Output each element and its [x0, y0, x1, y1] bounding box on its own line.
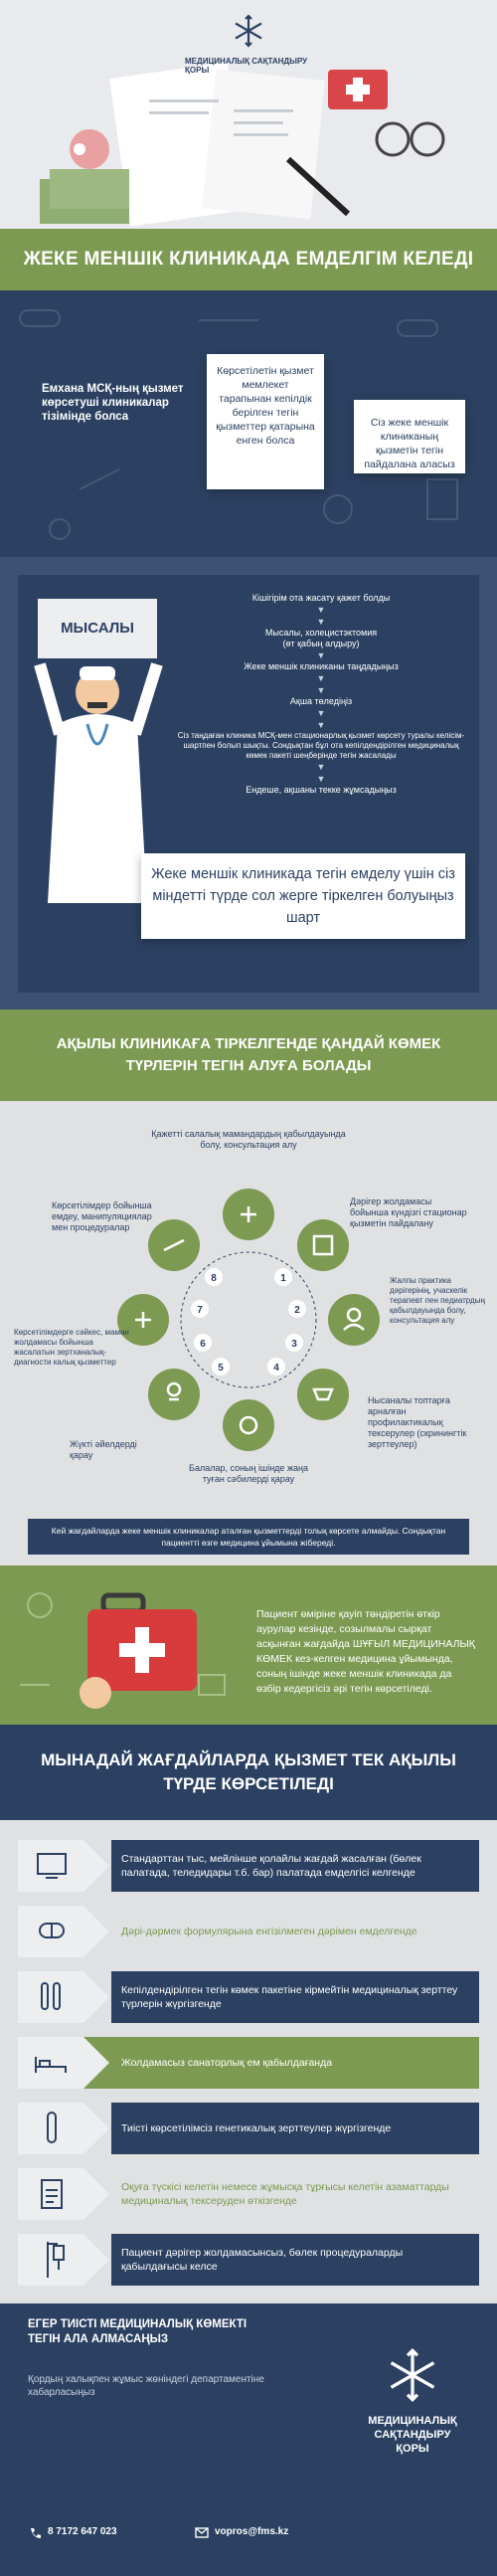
- header-logo: [185, 14, 312, 78]
- fund-logo-icon: [385, 2347, 440, 2403]
- footer-logo: [358, 2347, 467, 2456]
- example-step: Кішігірім ота жасату қажет болды: [251, 593, 391, 603]
- free-services-circle-section: [0, 1101, 497, 1565]
- intro-section: [0, 290, 497, 557]
- paid-clinic-title: АҚЫЛЫ КЛИНИКАҒА ТІРКЕЛГЕНДЕ ҚАНДАЙ КӨМЕК ТҮРЛЕРІН ТЕГІН АЛУҒА БОЛАДЫ: [56, 1035, 441, 1074]
- list-item-text: Кепілдендірілген тегін көмек пакетіне кірмейтін медициналық зерттеу түрлерін жүргізгенде: [111, 1971, 479, 2023]
- svg-text:7: 7: [197, 1305, 203, 1316]
- list-item: [18, 1971, 479, 2023]
- svg-text:6: 6: [200, 1339, 206, 1350]
- intro-condition: Емхана МСҚ-ның қызмет көрсетуші клиникалар тізімінде болса: [42, 383, 184, 423]
- footer-logo-text: МЕДИЦИНАЛЫҚ САҚТАНДЫРУ ҚОРЫ: [368, 2415, 457, 2455]
- example-step: Мысалы, холецистэктомия (өт қабың алдыру): [264, 628, 378, 648]
- list-item: [18, 2168, 479, 2220]
- service-label-1: Дәрігер жолдамасы бойынша күндізгі стационар қызметін пайдалану: [350, 1196, 467, 1228]
- list-item-text: Стандарттан тыс, мейлінше қолайлы жағдай жасалған (бөлек палатада, теледидары т.б. бар) палатада емделгісі келгенде: [111, 1840, 479, 1892]
- arrow-down-icon: ▼ ▼: [316, 673, 326, 695]
- list-item-text: Оқуға түскісі келетін немесе жұмысқа тұрғысы келетін азаматтарды медициналық тексеруден өткізгенде: [121, 2181, 449, 2207]
- list-item-text: Тиісті көрсетілімсіз генетикалық зерттеулер жүргізгенде: [111, 2103, 479, 2154]
- pill-icon: [18, 1906, 83, 1957]
- list-item: [18, 1840, 479, 1892]
- arrow-down-icon: ▼ ▼: [316, 708, 326, 730]
- example-section: [0, 557, 497, 1010]
- list-item: [18, 2234, 479, 2286]
- footer-phone: 8 7172 647 023: [48, 2526, 117, 2537]
- list-item-text: Пациент дәрігер жолдамасынсыз, бөлек процедураларды қабылдағысы келсе: [111, 2234, 479, 2286]
- service-label-7: Көрсетілімдер бойынша емдеу, манипуляциялар мен процедуралар: [52, 1200, 152, 1232]
- arrow-down-icon: ▼ ▼: [316, 605, 326, 627]
- example-flow: [177, 593, 465, 796]
- clipboard-icon: [18, 2168, 83, 2220]
- example-step: Сіз таңдаған клиника МСҚ-мен стационарлық қызмет көрсету туралы келісім-шартпен болып шықты. Сондықтан бұл ота кепілдендірілген медициналық көмек пакеті шеңберінде тегін жасалады: [177, 731, 465, 760]
- svg-text:2: 2: [294, 1305, 300, 1316]
- svg-text:3: 3: [291, 1339, 297, 1350]
- emergency-section: [0, 1565, 497, 1725]
- svg-text:1: 1: [280, 1273, 286, 1284]
- header-section: [0, 0, 497, 229]
- arrow-down-icon: ▼: [316, 650, 326, 660]
- list-item-text: Жолдамасыз санаторлық ем қабылдағанда: [111, 2037, 479, 2089]
- svg-text:4: 4: [273, 1363, 279, 1374]
- arrow-down-icon: ▼ ▼: [316, 762, 326, 784]
- list-item: [18, 1906, 479, 1957]
- iv-drip-icon: [18, 2234, 83, 2286]
- example-step: Ақша төледіңіз: [289, 696, 353, 706]
- test-tube-icon: [18, 2103, 83, 2154]
- main-title-section: [0, 229, 497, 290]
- example-step: Жеке меншік клиниканы таңдадыңыз: [244, 661, 399, 671]
- svg-text:5: 5: [218, 1363, 224, 1374]
- service-label-8: Қажетті салалық мамандардың қабылдауында болу, консультация алу: [151, 1129, 346, 1150]
- paid-only-title-section: [0, 1725, 497, 1820]
- svg-text:8: 8: [211, 1273, 217, 1284]
- intro-card-result: Сіз жеке меншік клиниканың қызметін тегін пайдалана аласыз: [354, 400, 465, 473]
- service-label-4: Балалар, соның ішінде жаңа туған сәбилерді қарау: [189, 1463, 308, 1484]
- example-sign: МЫСАЛЫ: [38, 599, 157, 658]
- fund-logo-icon: [232, 14, 265, 48]
- emergency-text: Пациент өміріне қауіп төндіретін өткір аурулар кезінде, созылмалы сырқат асқынған жағдайда ШҰҒЫЛ МЕДИЦИНАЛЫҚ КӨМЕК кез-келген медицина ұйымында, соның ішінде жеке меншік клиникада да өзбір кедергісіз әрі тегін көрсетіледі.: [256, 1608, 475, 1695]
- test-tubes-icon: [18, 1971, 83, 2023]
- list-item: [18, 2103, 479, 2154]
- paid-clinic-title-section: [0, 1010, 497, 1101]
- example-step: Ендеше, ақшаны текке жұмсадыңыз: [246, 785, 397, 795]
- service-label-3: Нысаналы топтарға арналған профилактикалық тексерулер (скринингтік зерттеулер): [368, 1395, 467, 1449]
- paid-only-list-section: [0, 1820, 497, 2303]
- tv-icon: [18, 1840, 83, 1892]
- services-note: Кей жағдайларда жеке меншік клиникалар аталған қызметтерді толық көрсете алмайды. Сондықтан пациентті өзге медицина ұйымына жібереді.: [28, 1519, 469, 1555]
- example-callout: Жеке меншік клиникада тегін емделу үшін сіз міндетті түрде сол жерге тіркелген болуыңыз шарт: [141, 853, 465, 939]
- service-label-2: Жалпы практика дәрігерінің, учаскелік терапевт пен педиатрдың қабылдауында болу, консультация алу: [390, 1276, 485, 1325]
- page-title: ЖЕКЕ МЕНШІК КЛИНИКАДА ЕМДЕЛГІМ КЕЛЕДІ: [23, 249, 474, 270]
- list-item: [18, 2037, 479, 2089]
- intro-card-service: Көрсетілетін қызмет мемлекет тарапынан кепілдік берілген тегін қызметтер қатарына енген болса: [207, 354, 324, 489]
- service-label-6: Көрсетілімдерге сәйкес, маман жолдамасы бойынша жасалатын зертханалық-диагности калық қызметтер: [14, 1328, 129, 1367]
- paid-only-title: МЫНАДАЙ ЖАҒДАЙЛАРДА ҚЫЗМЕТ ТЕК АҚЫЛЫ ТҮРДЕ КӨРСЕТІЛЕДІ: [41, 1750, 456, 1793]
- footer-subtitle: Қордың халықпен жұмыс жөніндегі департаментіне хабарласыңыз: [28, 2374, 264, 2398]
- phone-icon: [28, 2526, 42, 2540]
- service-label-5: Жүкті әйелдерді қарау: [70, 1439, 137, 1460]
- footer-email: vopros@fms.kz: [215, 2526, 289, 2537]
- email-icon: [195, 2527, 209, 2539]
- list-item-text: Дәрі-дәрмек формулярына енгізілмеген дәрімен емделгенде: [121, 1926, 417, 1937]
- first-aid-kit-icon: [0, 1565, 248, 1725]
- bed-icon: [18, 2037, 83, 2089]
- header-logo-text: МЕДИЦИНАЛЫҚ САҚТАНДЫРУ ҚОРЫ: [185, 57, 308, 75]
- footer-title: ЕГЕР ТИІСТІ МЕДИЦИНАЛЫҚ КӨМЕКТІ ТЕГІН АЛА АЛМАСАҢЫЗ: [28, 2318, 248, 2345]
- footer-section: [0, 2303, 497, 2576]
